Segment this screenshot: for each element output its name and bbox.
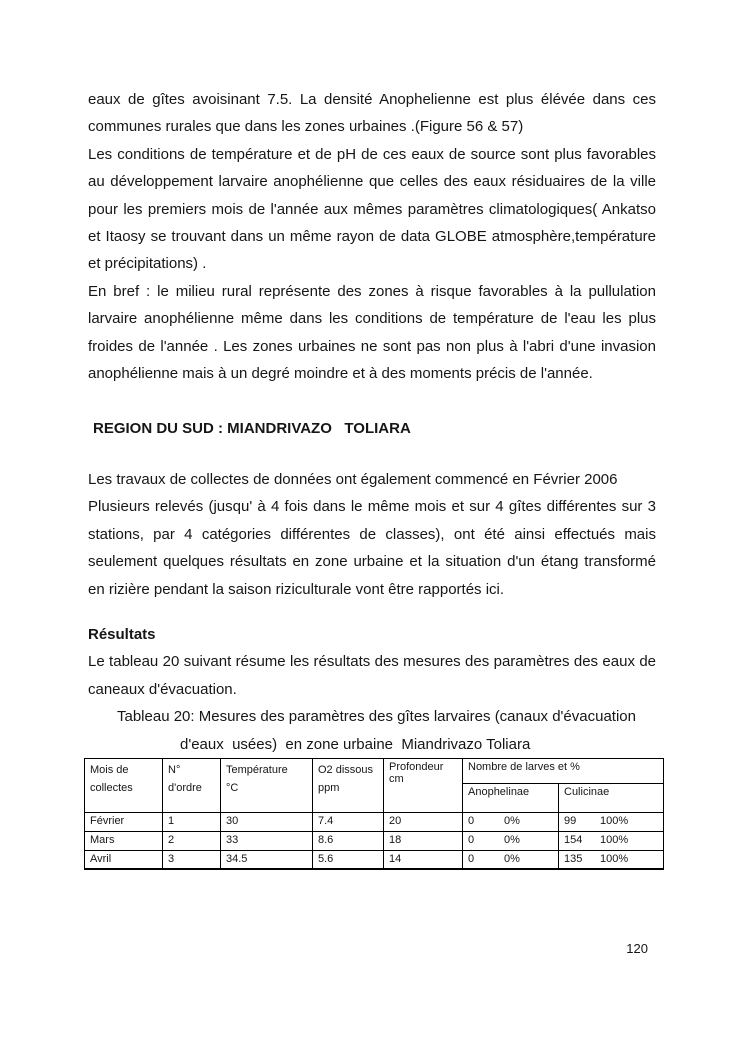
cell-culicinae — [559, 831, 664, 850]
larvae-percent: 0% — [504, 852, 520, 865]
col-header-o2-dissous — [313, 758, 384, 812]
paragraph-releves: Plusieurs relevés (jusqu' à 4 fois dans le même mois et sur 4 gîtes différentes sur 3 stations, par 4 catégories différentes de classes), ont été ainsi effectués mais seulement quelques résultats en zone urbaine et la situation d'un étang transformé en rizière pendant la saison riziculturale vont être rapportés ici. — [88, 498, 656, 598]
cell-anophelinae — [463, 831, 559, 850]
subsection-heading-resultats: Résultats — [88, 625, 156, 643]
table-caption-line1: Tableau 20: Mesures des paramètres des gîtes larvaires (canaux d'évacuation — [117, 708, 636, 726]
cell-order: 2 — [163, 831, 221, 850]
larvae-count: 0 — [468, 814, 475, 827]
cell-month: Avril — [85, 850, 163, 869]
paragraph-tableau-intro: Le tableau 20 suivant résume les résultats des mesures des paramètres des eaux de caneaux d'évacuation. — [88, 653, 656, 698]
cell-culicinae — [559, 850, 664, 869]
cell-temperature: 33 — [221, 831, 313, 850]
cell-depth: 20 — [384, 812, 463, 831]
cell-depth: 18 — [384, 831, 463, 850]
larvae-count: 99 — [564, 814, 577, 827]
paragraph-en-bref: En bref : le milieu rural représente des zones à risque favorables à la pullulation larvaire anophélienne même dans les conditions de température de l'eau les plus froides de l'année . Les zones urbaines ne sont pas non plus à l'abri d'une invasion anophélienne mais à un degré moindre et à des moments précis de l'année. — [88, 282, 656, 383]
header-line: ppm — [318, 781, 340, 794]
cell-o2: 5.6 — [313, 850, 384, 869]
larvae-percent: 0% — [504, 833, 520, 846]
header-line: N° — [168, 763, 181, 776]
header-line: collectes — [90, 781, 133, 794]
paragraph-conditions: Les conditions de température et de pH de ces eaux de source sont plus favorables au développement larvaire anophélienne que celles des eaux résiduaires de la ville pour les premiers mois de l'année aux mêmes paramètres climatologiques( Ankatso et Itaosy se trouvant dans un même rayon de data GLOBE atmosphère,température et précipitations) . — [88, 145, 656, 273]
cell-order: 3 — [163, 850, 221, 869]
cell-order: 1 — [163, 812, 221, 831]
paragraph-travaux: Les travaux de collectes de données ont également commencé en Février 2006 — [88, 470, 618, 488]
cell-culicinae — [559, 812, 664, 831]
cell-month: Mars — [85, 831, 163, 850]
larvae-count: 0 — [468, 852, 475, 865]
cell-o2: 8.6 — [313, 831, 384, 850]
table-row-fevrier — [85, 812, 664, 831]
table-row-avril — [85, 850, 664, 869]
larvae-percent: 100% — [600, 814, 629, 827]
larvae-percent: 0% — [504, 814, 520, 827]
table-caption — [88, 703, 656, 758]
table-row-mars — [85, 831, 664, 850]
header-line: Mois de — [90, 763, 129, 776]
col-header-anophelinae: Anophelinae — [463, 783, 559, 812]
larvae-percent: 100% — [600, 833, 629, 846]
col-header-temperature — [221, 758, 313, 812]
col-header-mois-de-collectes — [85, 758, 163, 812]
cell-depth: 14 — [384, 850, 463, 869]
header-line: d'ordre — [168, 781, 202, 794]
section-heading-region-du-sud: REGION DU SUD : MIANDRIVAZO TOLIARA — [93, 420, 411, 438]
cell-o2: 7.4 — [313, 812, 384, 831]
cell-temperature: 34.5 — [221, 850, 313, 869]
header-line: °C — [226, 781, 239, 794]
cell-month: Février — [85, 812, 163, 831]
cell-anophelinae — [463, 850, 559, 869]
col-header-nombre-larves: Nombre de larves et % — [463, 758, 664, 783]
col-header-culicinae: Culicinae — [559, 783, 664, 812]
cell-temperature: 30 — [221, 812, 313, 831]
col-header-numero-ordre — [163, 758, 221, 812]
page-number: 120 — [626, 941, 648, 956]
cell-anophelinae — [463, 812, 559, 831]
larvae-count: 135 — [564, 852, 583, 865]
header-line: Température — [226, 763, 288, 776]
table-caption-line2: d'eaux usées) en zone urbaine Miandrivazo Toliara — [180, 735, 531, 753]
larvae-count: 154 — [564, 833, 583, 846]
paragraph-densite: eaux de gîtes avoisinant 7.5. La densité Anophelienne est plus élévée dans ces communes rurales que dans les zones urbaines .(Figure 56 & 57) — [88, 91, 656, 136]
col-header-profondeur: Profondeur cm — [384, 758, 463, 812]
larvae-count: 0 — [468, 833, 475, 846]
header-line: O2 dissous — [318, 763, 374, 776]
larvae-percent: 100% — [600, 852, 629, 865]
content-area — [88, 86, 656, 870]
measurements-table — [84, 758, 664, 871]
